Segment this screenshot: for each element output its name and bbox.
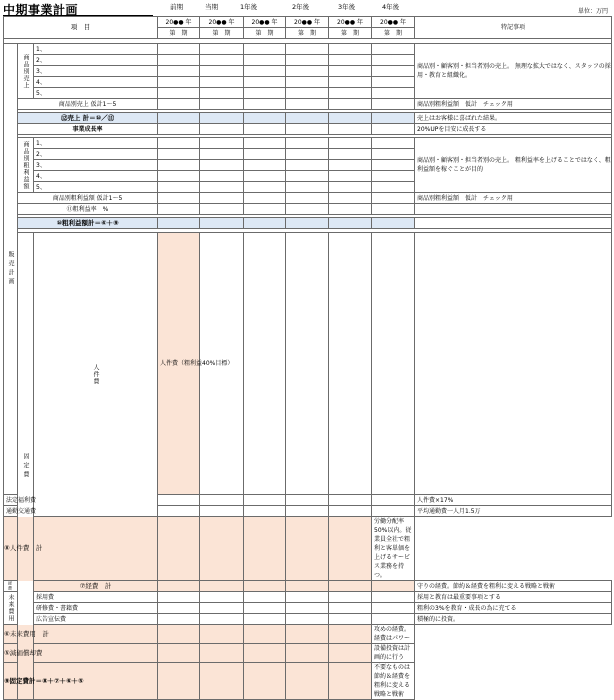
sales-total-note: 売上はお客様に喜ばれた結果。 xyxy=(415,113,612,124)
cell[interactable] xyxy=(329,124,372,135)
cell[interactable] xyxy=(200,44,244,55)
cell[interactable] xyxy=(329,66,372,77)
cell[interactable] xyxy=(158,663,200,700)
cell[interactable] xyxy=(329,506,372,517)
depreciation-note: 設備投資は計画的に行う xyxy=(372,644,415,663)
cell[interactable] xyxy=(286,182,329,193)
cell[interactable] xyxy=(372,182,415,193)
cell[interactable] xyxy=(329,204,372,215)
cell[interactable] xyxy=(286,625,329,644)
cell[interactable] xyxy=(200,517,244,581)
cell[interactable] xyxy=(372,581,415,592)
cell[interactable] xyxy=(329,149,372,160)
cell[interactable] xyxy=(329,138,372,149)
cell[interactable] xyxy=(286,149,329,160)
cell[interactable] xyxy=(158,182,200,193)
cell[interactable] xyxy=(200,88,244,99)
item-header: 項 目 xyxy=(4,17,158,39)
unit-label: 単位：万円 xyxy=(577,8,608,15)
cell[interactable] xyxy=(372,99,415,110)
operating-label: 経費 xyxy=(4,581,18,592)
cell[interactable] xyxy=(244,663,286,700)
column-year4: 4年後 xyxy=(382,3,400,11)
sales-note: 商品別・顧客別・担当者別の売上。 無理な拡大ではなく、スタッフの採用・教育と組織化。 xyxy=(415,44,612,99)
gross-profit-label: 商品別粗利益額 xyxy=(18,138,34,193)
cell[interactable] xyxy=(286,77,329,88)
cell[interactable] xyxy=(200,614,244,625)
sales-total-label: ⑫売上 計＝⑩／⑪ xyxy=(18,113,158,124)
cell[interactable] xyxy=(329,663,372,700)
term-cell[interactable]: 第 期 xyxy=(244,28,286,39)
cell[interactable] xyxy=(244,113,286,124)
cell[interactable] xyxy=(329,495,372,506)
cell[interactable] xyxy=(200,603,244,614)
cell[interactable] xyxy=(34,625,158,644)
cell[interactable] xyxy=(200,124,244,135)
cell[interactable] xyxy=(372,149,415,160)
cell[interactable] xyxy=(329,171,372,182)
product-sales-label: 商品別売上 xyxy=(18,44,34,99)
fixed-total-label: ⑨固定費計＝⑧＋⑦＋⑥＋⑤ xyxy=(4,663,34,700)
cell[interactable] xyxy=(244,233,286,495)
column-year1: 1年後 xyxy=(240,3,258,11)
growth-note: 20%UPを目安に成長する xyxy=(415,124,612,135)
cell[interactable] xyxy=(286,663,329,700)
sales-subtotal-label: 商品別売上 仮計1～5 xyxy=(18,99,158,110)
fixed-section-label: 固定費 xyxy=(18,233,34,700)
training-note: 粗利の3%を教育・成長の為に充てる xyxy=(415,603,612,614)
cell[interactable] xyxy=(34,644,158,663)
cell[interactable] xyxy=(158,171,200,182)
cell[interactable] xyxy=(244,592,286,603)
gross-rate-label: ⑪粗利益率 % xyxy=(18,204,158,215)
cell[interactable] xyxy=(158,603,200,614)
future-total-label: ⑥未来費用 計 xyxy=(4,625,34,644)
gross-total-label: ⑩粗利益額計＝④＋⑨ xyxy=(18,218,158,229)
welfare-note: 人件費×17% xyxy=(415,495,612,506)
cell[interactable] xyxy=(200,506,244,517)
cell[interactable] xyxy=(158,517,200,581)
future-row-label[interactable]: 研修費・書籍費 xyxy=(34,603,158,614)
personnel-row-label[interactable]: 通勤交通費 xyxy=(4,506,18,517)
cell[interactable] xyxy=(244,88,286,99)
cell[interactable] xyxy=(329,581,372,592)
recruit-note: 採用と教育は最重要事項とする xyxy=(415,592,612,603)
cell[interactable] xyxy=(329,218,372,229)
cell[interactable] xyxy=(329,614,372,625)
cell[interactable] xyxy=(372,204,415,215)
cell[interactable] xyxy=(329,182,372,193)
cell[interactable] xyxy=(200,77,244,88)
cell[interactable] xyxy=(158,625,200,644)
cell[interactable] xyxy=(158,44,200,55)
fixed-total-note: 不要なものは節約＆経費を粗利に変える戦略と戦術 xyxy=(372,663,415,700)
cell[interactable] xyxy=(158,77,200,88)
personnel-label: 人件費 xyxy=(34,233,158,517)
cell[interactable] xyxy=(158,581,200,592)
cell[interactable] xyxy=(286,603,329,614)
cell[interactable] xyxy=(244,138,286,149)
cell[interactable] xyxy=(372,138,415,149)
column-year3: 3年後 xyxy=(338,3,356,11)
operating-total-note: 守りの経費。節約＆経費を粗利に変える戦略と戦術 xyxy=(415,581,612,592)
cell[interactable] xyxy=(286,218,329,229)
cell[interactable] xyxy=(286,193,329,204)
cell[interactable] xyxy=(372,218,415,229)
cell xyxy=(415,218,612,229)
gross-row-label[interactable]: 5、 xyxy=(34,182,158,193)
cell[interactable] xyxy=(286,113,329,124)
term-cell[interactable]: 第 期 xyxy=(200,28,244,39)
personnel-row-label[interactable]: 人件費（粗利益40%目標） xyxy=(158,233,200,495)
cell[interactable] xyxy=(329,77,372,88)
cell[interactable] xyxy=(372,603,415,614)
cell[interactable] xyxy=(286,124,329,135)
gross-row-label[interactable]: 3、 xyxy=(34,160,158,171)
year-cell[interactable]: 20●● 年 xyxy=(329,17,372,28)
cell[interactable] xyxy=(244,66,286,77)
cell[interactable] xyxy=(244,495,286,506)
year-cell[interactable]: 20●● 年 xyxy=(286,17,329,28)
growth-label: 事業成長率 xyxy=(18,124,158,135)
cell[interactable] xyxy=(286,592,329,603)
cell[interactable] xyxy=(158,614,200,625)
cell[interactable] xyxy=(286,614,329,625)
sales-row-label[interactable]: 2、 xyxy=(34,55,158,66)
cell[interactable] xyxy=(372,506,415,517)
cell[interactable] xyxy=(372,88,415,99)
cell[interactable] xyxy=(329,592,372,603)
cell[interactable] xyxy=(34,517,158,581)
cell[interactable] xyxy=(372,66,415,77)
cell[interactable] xyxy=(158,113,200,124)
cell[interactable] xyxy=(329,603,372,614)
cell[interactable] xyxy=(329,55,372,66)
year-cell[interactable]: 20●● 年 xyxy=(200,17,244,28)
cell[interactable] xyxy=(200,625,244,644)
cell[interactable] xyxy=(286,517,329,581)
cell[interactable] xyxy=(244,517,286,581)
cell[interactable] xyxy=(244,182,286,193)
cell[interactable] xyxy=(329,99,372,110)
cell[interactable] xyxy=(329,113,372,124)
sales-row-label[interactable]: 3、 xyxy=(34,66,158,77)
cell[interactable] xyxy=(158,160,200,171)
gross-check-note: 商品別粗利益額 仮計 チェック用 xyxy=(415,193,612,204)
ads-note: 積極的に投資。 xyxy=(415,614,612,625)
cell[interactable] xyxy=(200,193,244,204)
notes-header: 特記事項 xyxy=(415,17,612,39)
cell[interactable] xyxy=(158,138,200,149)
cell[interactable] xyxy=(244,193,286,204)
cell[interactable] xyxy=(415,233,612,495)
cell[interactable] xyxy=(286,644,329,663)
cell[interactable] xyxy=(372,55,415,66)
cell[interactable] xyxy=(200,592,244,603)
cell[interactable] xyxy=(158,592,200,603)
cell[interactable] xyxy=(286,138,329,149)
cell[interactable] xyxy=(372,113,415,124)
future-cost-label: 未来費用 xyxy=(4,592,18,625)
cell xyxy=(415,204,612,215)
sales-row-label[interactable]: 4、 xyxy=(34,77,158,88)
cell[interactable] xyxy=(158,218,200,229)
cell[interactable] xyxy=(158,644,200,663)
cell[interactable] xyxy=(372,592,415,603)
cell[interactable] xyxy=(329,517,372,581)
page-title: 中期事業計画 xyxy=(3,3,79,17)
cell[interactable] xyxy=(329,644,372,663)
cell[interactable] xyxy=(200,182,244,193)
term-cell[interactable]: 第 期 xyxy=(329,28,372,39)
cell[interactable] xyxy=(244,603,286,614)
cell[interactable] xyxy=(200,495,244,506)
year-cell[interactable]: 20●● 年 xyxy=(244,17,286,28)
cell[interactable] xyxy=(200,149,244,160)
cell[interactable] xyxy=(329,233,372,495)
cell[interactable] xyxy=(286,204,329,215)
cell[interactable] xyxy=(244,160,286,171)
cell[interactable] xyxy=(158,204,200,215)
cell[interactable] xyxy=(329,193,372,204)
cell[interactable] xyxy=(200,204,244,215)
cell[interactable] xyxy=(286,581,329,592)
depreciation-label: ⑤減価償却費 xyxy=(4,644,34,663)
term-cell[interactable]: 第 期 xyxy=(158,28,200,39)
cell[interactable] xyxy=(286,495,329,506)
cell[interactable] xyxy=(200,581,244,592)
cell[interactable] xyxy=(158,193,200,204)
cell[interactable] xyxy=(158,99,200,110)
gross-row-label[interactable]: 4、 xyxy=(34,171,158,182)
cell[interactable] xyxy=(244,77,286,88)
operating-total-label: ⑦経費 計 xyxy=(34,581,158,592)
cell[interactable] xyxy=(286,99,329,110)
cell[interactable] xyxy=(158,88,200,99)
cell[interactable] xyxy=(244,625,286,644)
sales-check-note: 商品別粗利益額 仮計 チェック用 xyxy=(415,99,612,110)
sales-section-label: 販売計画 xyxy=(4,44,18,495)
cell[interactable] xyxy=(372,160,415,171)
cell[interactable] xyxy=(286,44,329,55)
sales-row-label[interactable]: 5、 xyxy=(34,88,158,99)
cell[interactable] xyxy=(244,124,286,135)
gross-row-label[interactable]: 2、 xyxy=(34,149,158,160)
cell[interactable] xyxy=(372,193,415,204)
cell[interactable] xyxy=(286,66,329,77)
cell[interactable] xyxy=(200,138,244,149)
cell[interactable] xyxy=(244,171,286,182)
cell[interactable] xyxy=(329,625,372,644)
cell[interactable] xyxy=(158,149,200,160)
cell[interactable] xyxy=(372,44,415,55)
cell[interactable] xyxy=(244,149,286,160)
cell[interactable] xyxy=(286,506,329,517)
column-previous: 前期 xyxy=(170,3,183,11)
cell[interactable] xyxy=(329,44,372,55)
cell[interactable] xyxy=(286,55,329,66)
cell[interactable] xyxy=(372,171,415,182)
cell[interactable] xyxy=(244,204,286,215)
term-cell[interactable]: 第 期 xyxy=(372,28,415,39)
cell[interactable] xyxy=(286,160,329,171)
cell[interactable] xyxy=(200,171,244,182)
cell[interactable] xyxy=(286,171,329,182)
column-year2: 2年後 xyxy=(292,3,310,11)
cell[interactable] xyxy=(158,66,200,77)
cell[interactable] xyxy=(158,495,200,506)
personnel-row-label[interactable]: 法定福利費 xyxy=(4,495,18,506)
cell[interactable] xyxy=(244,644,286,663)
cell[interactable] xyxy=(200,113,244,124)
cell[interactable] xyxy=(372,233,415,495)
plan-table xyxy=(3,16,612,700)
gross-subtotal-label: 商品別粗利益額 仮計1～5 xyxy=(18,193,158,204)
cell[interactable] xyxy=(372,124,415,135)
year-cell[interactable]: 20●● 年 xyxy=(372,17,415,28)
cell[interactable] xyxy=(158,506,200,517)
cell[interactable] xyxy=(244,55,286,66)
sales-row-label[interactable]: 1、 xyxy=(34,44,158,55)
term-cell[interactable]: 第 期 xyxy=(286,28,329,39)
year-cell[interactable]: 20●● 年 xyxy=(158,17,200,28)
cell[interactable] xyxy=(244,614,286,625)
cell[interactable] xyxy=(200,218,244,229)
cell[interactable] xyxy=(329,160,372,171)
cell[interactable] xyxy=(200,55,244,66)
gross-row-label[interactable]: 1、 xyxy=(34,138,158,149)
cell[interactable] xyxy=(200,66,244,77)
cell[interactable] xyxy=(372,77,415,88)
cell[interactable] xyxy=(286,233,329,495)
cell[interactable] xyxy=(372,614,415,625)
cell[interactable] xyxy=(200,644,244,663)
future-row-label[interactable]: 採用費 xyxy=(34,592,158,603)
cell[interactable] xyxy=(372,495,415,506)
cell[interactable] xyxy=(158,55,200,66)
gross-note: 商品別・顧客別・担当者別の売上。 粗利益率を上げることではなく、粗利益額を稼ぐことが目的 xyxy=(415,138,612,193)
future-row-label[interactable]: 広告宣伝費 xyxy=(34,614,158,625)
cell[interactable] xyxy=(200,663,244,700)
personnel-total-note: 労働分配率50%以内。従業員全社で粗利と客単価を上げるサービス業務を持つ。 xyxy=(372,517,415,581)
personnel-total-label: ⑧人件費 計 xyxy=(4,517,34,581)
cell[interactable] xyxy=(200,99,244,110)
cell[interactable] xyxy=(158,124,200,135)
cell[interactable] xyxy=(244,506,286,517)
cell[interactable] xyxy=(329,88,372,99)
column-current: 当期 xyxy=(205,3,218,11)
cell[interactable] xyxy=(244,218,286,229)
cell[interactable] xyxy=(200,160,244,171)
commute-note: 平均通勤費一人月1.5万 xyxy=(415,506,612,517)
cell[interactable] xyxy=(244,44,286,55)
cell[interactable] xyxy=(244,581,286,592)
cell[interactable] xyxy=(244,99,286,110)
cell[interactable] xyxy=(286,88,329,99)
future-total-note: 攻めの経費。経費はパワー xyxy=(372,625,415,644)
